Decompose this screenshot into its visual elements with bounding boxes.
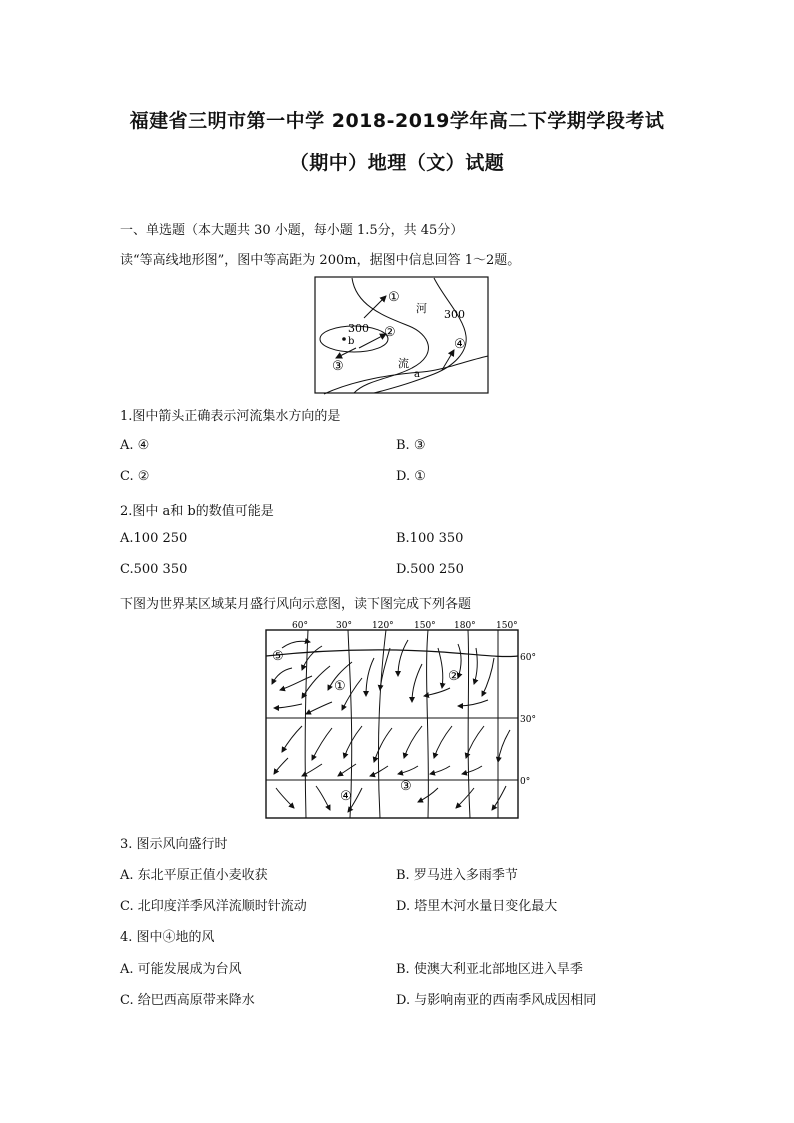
fig1-point-b: b	[348, 336, 355, 347]
point-b-dot	[342, 337, 346, 341]
longitude-line-4	[427, 630, 429, 818]
q1-option-d[interactable]: D. ①	[396, 469, 426, 484]
lon-label-4: 180°	[454, 621, 476, 631]
q4-option-c[interactable]: C. 给巴西高原带来降水	[120, 993, 255, 1008]
q4-option-a[interactable]: A. 可能发展成为台风	[120, 962, 242, 977]
wind-map-figure	[262, 618, 542, 822]
fig1-label-4: ④	[454, 337, 466, 352]
map-frame	[315, 277, 488, 393]
lat-label-2: 0°	[520, 777, 531, 787]
lon-label-5: 150°	[496, 621, 518, 631]
q2-option-b[interactable]: B.100 350	[396, 531, 464, 546]
fig2-label-4: ④	[340, 789, 352, 804]
q3-stem: 3. 图示风向盛行时	[120, 837, 228, 852]
fig2-label-3: ③	[400, 779, 412, 794]
q4-option-b[interactable]: B. 使澳大利亚北部地区进入旱季	[396, 962, 583, 977]
wind-arrows-middle	[274, 726, 510, 776]
fig1-label-3: ③	[332, 359, 344, 374]
document-title-line2: （期中）地理（文）试题	[289, 152, 505, 174]
q1-option-c[interactable]: C. ②	[120, 469, 150, 484]
lon-label-1: 30°	[336, 621, 352, 631]
fig1-contour-300-right: 300	[444, 308, 465, 321]
document-title-line1: 福建省三明市第一中学 2018-2019学年高二下学期学段考试	[129, 110, 665, 132]
fig1-contour-300-left: 300	[348, 322, 369, 335]
q1-option-a[interactable]: A. ④	[120, 438, 150, 453]
contour-map-figure	[314, 276, 490, 396]
fig1-river-he: 河	[416, 302, 427, 315]
fig1-river-liu: 流	[398, 357, 409, 370]
longitude-line-5	[468, 630, 470, 818]
wind-arrows-south	[276, 786, 506, 812]
lat-label-1: 30°	[520, 715, 536, 725]
section-heading: 一、单选题（本大题共 30 小题，每小题 1.5分，共 45分）	[120, 223, 464, 238]
fig1-label-2: ②	[384, 325, 396, 340]
intro-text-1: 读“等高线地形图”，图中等高距为 200m，据图中信息回答 1～2题。	[120, 253, 521, 268]
fig1-label-1: ①	[388, 290, 400, 305]
q2-stem: 2.图中 a和 b的数值可能是	[120, 504, 274, 519]
q2-option-c[interactable]: C.500 350	[120, 562, 188, 577]
lon-label-0: 60°	[292, 621, 308, 631]
fig1-point-a: a	[414, 369, 420, 380]
lat-label-0: 60°	[520, 653, 536, 663]
q1-option-b[interactable]: B. ③	[396, 438, 426, 453]
q3-option-a[interactable]: A. 东北平原正值小麦收获	[120, 868, 268, 883]
longitude-line-1	[305, 630, 308, 818]
q4-stem: 4. 图中④地的风	[120, 930, 215, 945]
wind-map-frame	[266, 630, 518, 818]
lon-label-2: 120°	[372, 621, 394, 631]
q4-option-d[interactable]: D. 与影响南亚的西南季风成因相同	[396, 993, 597, 1008]
longitude-line-3	[378, 630, 386, 818]
q3-option-d[interactable]: D. 塔里木河水量日变化最大	[396, 899, 558, 914]
q1-stem: 1.图中箭头正确表示河流集水方向的是	[120, 409, 341, 424]
arrow-3	[336, 348, 356, 358]
latitude-60	[266, 650, 518, 657]
fig2-label-2: ②	[448, 669, 460, 684]
fig2-label-5: ⑤	[272, 649, 284, 664]
lon-label-3: 150°	[414, 621, 436, 631]
q2-option-a[interactable]: A.100 250	[120, 531, 188, 546]
q3-option-b[interactable]: B. 罗马进入多雨季节	[396, 868, 518, 883]
fig2-label-1: ①	[334, 679, 346, 694]
intro-text-2: 下图为世界某区域某月盛行风向示意图，读下图完成下列各题	[120, 597, 472, 612]
q2-option-d[interactable]: D.500 250	[396, 562, 464, 577]
q3-option-c[interactable]: C. 北印度洋季风洋流顺时针流动	[120, 899, 307, 914]
